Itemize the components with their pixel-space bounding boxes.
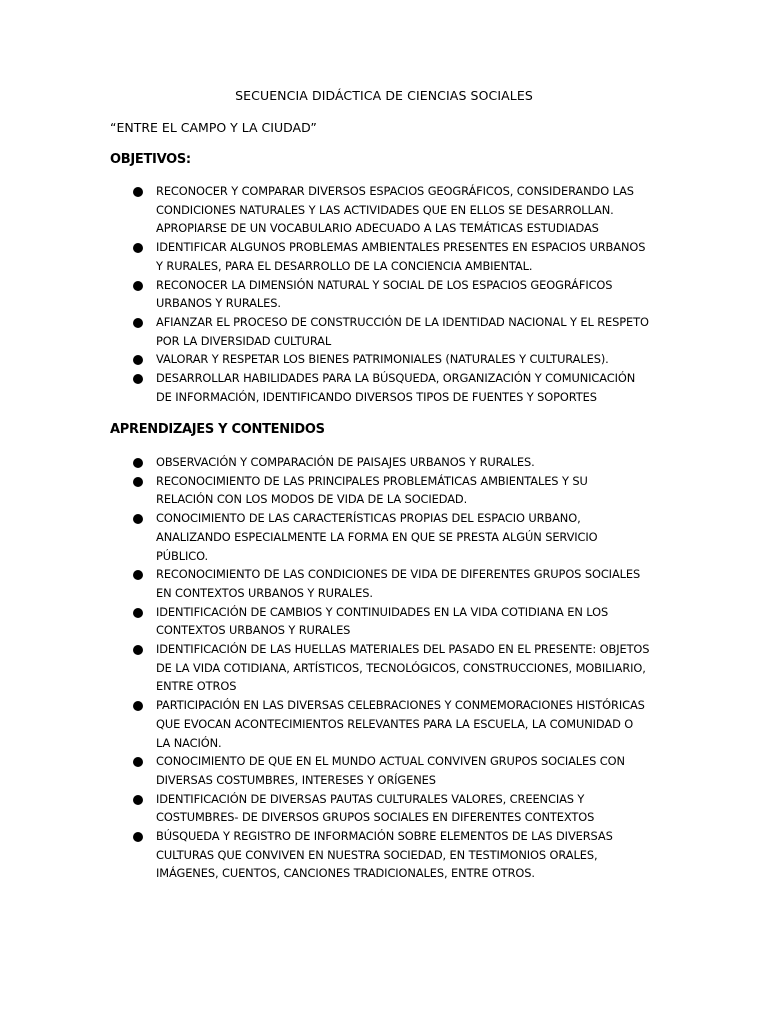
bullet-icon <box>133 608 143 618</box>
bullet-icon <box>133 645 143 655</box>
bullet-icon <box>133 458 143 468</box>
bullet-icon <box>133 374 143 384</box>
objetivos-heading: OBJETIVOS: <box>110 152 191 167</box>
bullet-icon <box>133 757 143 767</box>
list-item-text: RECONOCIMIENTO DE LAS CONDICIONES DE VIDA DE DIFERENTES GRUPOS SOCIALES EN CONTEXTOS URBANOS Y RURALES. <box>156 567 641 600</box>
bullet-icon <box>133 318 143 328</box>
aprendizajes-list <box>130 453 670 883</box>
list-item-text: DESARROLLAR HABILIDADES PARA LA BÚSQUEDA, ORGANIZACIÓN Y COMUNICACIÓN DE INFORMACIÓN, IDENTIFICANDO DIVERSOS TIPOS DE FUENTES Y SOPORTES <box>156 371 636 404</box>
list-item-text: IDENTIFICACIÓN DE DIVERSAS PAUTAS CULTURALES VALORES, CREENCIAS Y COSTUMBRES- DE DIVERSOS GRUPOS SOCIALES EN DIFERENTES CONTEXTOS <box>156 791 595 825</box>
list-item-text: CONOCIMIENTO DE LAS CARACTERÍSTICAS PROPIAS DEL ESPACIO URBANO, ANALIZANDO ESPECIALMENTE LA FORMA EN QUE SE PRESTA ALGÚN SERVICIO PÚBLICO. <box>156 511 598 563</box>
document-title: SECUENCIA DIDÁCTICA DE CIENCIAS SOCIALES <box>235 88 533 103</box>
list-item <box>130 790 670 827</box>
bullet-icon <box>133 281 143 291</box>
bullet-icon <box>133 355 143 365</box>
list-item <box>130 827 670 883</box>
list-item <box>130 752 670 789</box>
list-item <box>130 565 670 602</box>
list-item-text: CONOCIMIENTO DE QUE EN EL MUNDO ACTUAL CONVIVEN GRUPOS SOCIALES CON DIVERSAS COSTUMBRES, INTERESES Y ORÍGENES <box>156 754 625 787</box>
bullet-icon <box>133 187 143 197</box>
list-item-text: RECONOCIMIENTO DE LAS PRINCIPALES PROBLEMÁTICAS AMBIENTALES Y SU RELACIÓN CON LOS MODOS DE VIDA DE LA SOCIEDAD. <box>156 473 588 507</box>
list-item <box>130 276 670 313</box>
list-item-text: PARTICIPACIÓN EN LAS DIVERSAS CELEBRACIONES Y CONMEMORACIONES HISTÓRICAS QUE EVOCAN ACONTECIMIENTOS RELEVANTES PARA LA ESCUELA, LA COMUNIDAD O LA NACIÓN. <box>156 698 645 750</box>
bullet-icon <box>133 832 143 842</box>
bullet-icon <box>133 477 143 487</box>
list-item-text: IDENTIFICACIÓN DE LAS HUELLAS MATERIALES DEL PASADO EN EL PRESENTE: OBJETOS DE LA VIDA COTIDIANA, ARTÍSTICOS, TECNOLÓGICOS, CONSTRUCCIONES, MOBILIARIO, ENTRE OTROS <box>156 642 650 694</box>
list-item <box>130 313 670 350</box>
objetivos-list <box>130 182 670 406</box>
bullet-icon <box>133 243 143 253</box>
document-subtitle: “ENTRE EL CAMPO Y LA CIUDAD” <box>110 120 317 135</box>
list-item-text: AFIANZAR EL PROCESO DE CONSTRUCCIÓN DE LA IDENTIDAD NACIONAL Y EL RESPETO POR LA DIVERSIDAD CULTURAL <box>156 314 649 348</box>
list-item <box>130 238 670 275</box>
list-item-text: IDENTIFICAR ALGUNOS PROBLEMAS AMBIENTALES PRESENTES EN ESPACIOS URBANOS Y RURALES, PARA EL DESARROLLO DE LA CONCIENCIA AMBIENTAL. <box>156 240 646 273</box>
list-item <box>130 603 670 640</box>
list-item <box>130 696 670 752</box>
bullet-icon <box>133 795 143 805</box>
list-item-text: BÚSQUEDA Y REGISTRO DE INFORMACIÓN SOBRE ELEMENTOS DE LAS DIVERSAS CULTURAS QUE CONVIVEN EN NUESTRA SOCIEDAD, EN TESTIMONIOS ORALES, IMÁGENES, CUENTOS, CANCIONES TRADICIONALES, ENTRE OTROS. <box>156 829 613 881</box>
list-item-text: IDENTIFICACIÓN DE CAMBIOS Y CONTINUIDADES EN LA VIDA COTIDIANA EN LOS CONTEXTOS URBANOS Y RURALES <box>156 604 609 638</box>
list-item <box>130 369 670 406</box>
list-item <box>130 640 670 696</box>
list-item <box>130 509 670 565</box>
list-item-text: VALORAR Y RESPETAR LOS BIENES PATRIMONIALES (NATURALES Y CULTURALES). <box>156 352 609 367</box>
list-item <box>130 472 670 509</box>
list-item-text: RECONOCER LA DIMENSIÓN NATURAL Y SOCIAL DE LOS ESPACIOS GEOGRÁFICOS URBANOS Y RURALES. <box>156 277 613 311</box>
list-item-text: RECONOCER Y COMPARAR DIVERSOS ESPACIOS GEOGRÁFICOS, CONSIDERANDO LAS CONDICIONES NATURALES Y LAS ACTIVIDADES QUE EN ELLOS SE DESARROLLAN. APROPIARSE DE UN VOCABULARIO ADECUADO A LAS TEMÁTICAS ESTUDIADAS <box>156 184 634 236</box>
list-item <box>130 453 670 472</box>
list-item-text: OBSERVACIÓN Y COMPARACIÓN DE PAISAJES URBANOS Y RURALES. <box>156 455 535 469</box>
bullet-icon <box>133 701 143 711</box>
list-item <box>130 350 670 369</box>
aprendizajes-heading: APRENDIZAJES Y CONTENIDOS <box>110 422 325 437</box>
list-item <box>130 182 670 238</box>
bullet-icon <box>133 570 143 580</box>
bullet-icon <box>133 514 143 524</box>
